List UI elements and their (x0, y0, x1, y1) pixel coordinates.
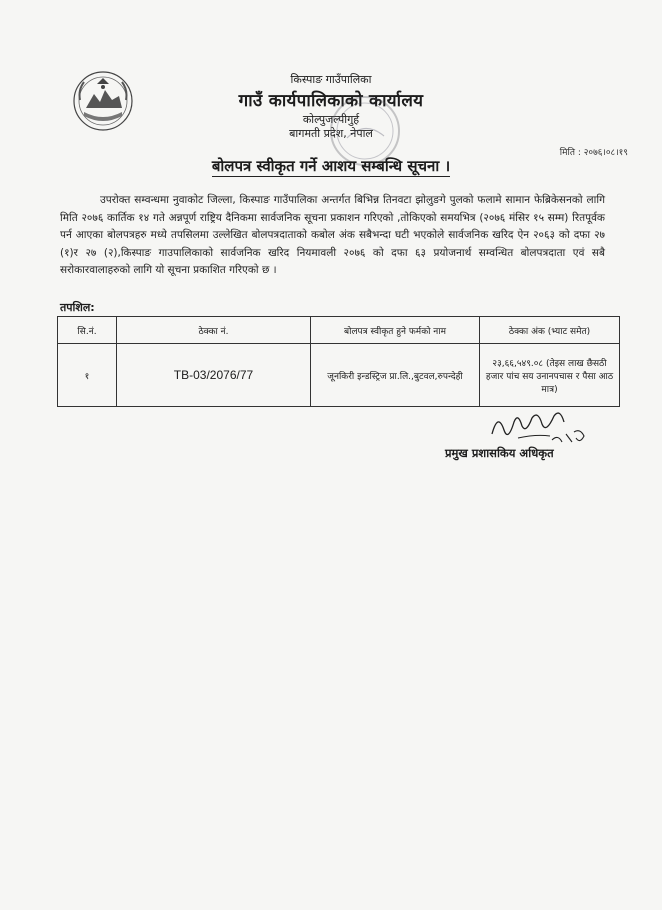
notice-title (0, 156, 662, 176)
table-header-row (58, 317, 620, 344)
office-address: कोल्पुजल्पीगुर्ह (302, 113, 360, 126)
tender-table (57, 316, 620, 407)
signer-designation: प्रमुख प्रशासकिय अधिकृत (445, 446, 554, 460)
notice-body (60, 192, 605, 280)
column-header-contract-no: ठेक्का नं. (117, 317, 311, 344)
notice-title-text: बोलपत्र स्वीकृत गर्ने आशय सम्बन्धि सूचना । (211, 157, 451, 175)
office-district: बागमती प्रदेश, नेपाल (289, 127, 373, 140)
schedule-label: तपशिल: (60, 301, 95, 314)
municipality-name: किस्पाङ गाउँपालिका (290, 73, 372, 86)
handwritten-signature (488, 404, 592, 450)
office-name: गाउँ कार्यपालिकाको कार्यालय (238, 91, 424, 111)
cell-sn: १ (58, 344, 117, 407)
notice-date: मिति : २०७६।०८।१९ (559, 148, 628, 158)
cell-firm: जूनकिरी इन्डस्ट्रिज प्रा.लि.,बुटवल,रुपन्देही (311, 344, 480, 407)
column-header-sn: सि.नं. (58, 317, 117, 344)
column-header-amount: ठेक्का अंक (भ्याट समेत) (480, 317, 620, 344)
notice-paragraph: उपरोक्त सम्वन्धमा नुवाकोट जिल्ला, किस्पाङ गाउँपालिका अन्तर्गत बिभिन्न तिनवटा झोलुङगे पुलको फलामे सामान फेब्रिकेसनको लागि मिति २०७६ कार्तिक १४ गते अन्नपूर्ण राष्ट्रिय दैनिकमा सार्वजनिक सूचना प्रकाशन गरिएको ,तोकिएको समयभित्र (२०७६ मंसिर १५ सम्म) रितपूर्वक पर्न आएका बोलपत्रहरु मध्ये तपसिलमा उल्लेखित बोलपत्रदाताको कबोल अंक सबैभन्दा घटी भएकोले सार्वजनिक खरिद ऐन २०६३ को दफा २७ (१)र २७ (२),किस्पाङ गाउपालिकाको सार्वजनिक खरिद नियमावली २०७६ को दफा ६३ प्रयोजनार्थ सम्वन्धित बोलपत्रदाता एवं सबै सरोकारवालाहरुको लागि यो सूचना प्रकाशित गरिएको छ । (60, 194, 605, 276)
cell-amount: २३,६६,५४९.०८ (तेइस लाख छैसठी हजार पांच सय उनानपचास र पैसा आठ मात्र) (480, 344, 620, 407)
table-row (58, 344, 620, 407)
cell-contract-no: TB-03/2076/77 (117, 344, 311, 407)
column-header-firm: बोलपत्र स्वीकृत हुने फर्मको नाम (311, 317, 480, 344)
